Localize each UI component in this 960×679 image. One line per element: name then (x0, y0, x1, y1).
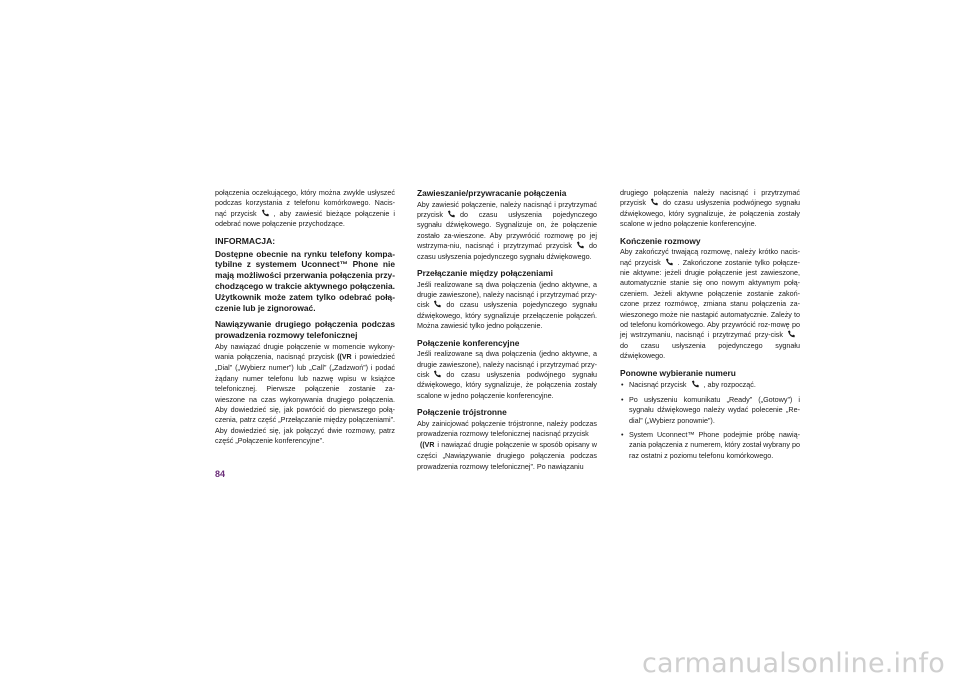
section-heading: Połączenie konferencyjne (417, 337, 520, 348)
section-heading: Nawiązywanie drugiego połączenia podczas prowadzenia rozmowy telefonicznej (215, 319, 395, 340)
section-heading: Ponowne wybieranie numeru (620, 367, 736, 378)
watermark: carmanualsonline.info (642, 648, 945, 679)
note-heading: INFORMACJA: (215, 235, 276, 246)
note-text: Dostępne obecnie na rynku telefony kompa-tybilne z systemem Uconnect™ Phone nie mają możliwości przerwania połączenia przy-chodzącego w trakcie aktywnego połączenia. Użytkownik może zatem tylko odebrać połą-czenie lub je zignorować. (215, 248, 395, 313)
paragraph: drugiego połączenia należy nacisnąć i przytrzymać przycisk do czasu usłyszenia podwójnego sygnału dźwiękowego, który sygnalizuje, że połączenia zostały scalone w jedno połączenie konferencyjne. (620, 188, 800, 229)
section-heading: Kończenie rozmowy (620, 235, 701, 246)
list-item: • System Uconnect™ Phone podejmie próbę nawią-zania połączenia z numerem, który został wybrany po raz ostatni z poziomu telefonu komórkowego. (620, 430, 800, 461)
paragraph: Jeśli realizowane są dwa połączenia (jedno aktywne, a drugie zawieszone), należy nacisnąć i przytrzymać przy-cisk do czasu usłyszenia podwójnego sygnału dźwiękowego, który sygnalizuje, że połączenia zostały scalone w jedno połączenie konferencyjne. (417, 349, 597, 400)
list-item: • Nacisnąć przycisk , aby rozpocząć. (620, 380, 800, 390)
section-heading: Zawieszanie/przywracanie połączenia (417, 188, 567, 198)
phone-icon (787, 330, 796, 338)
voice-recognition-icon: ((VR (420, 441, 435, 449)
paragraph: Aby zawiesić połączenie, należy nacisnąć i przytrzymać przycisk do czasu usłyszenia pojedynczego sygnału dźwiękowego. Sygnalizuje on, że połączenie zostało za-wieszone. Aby przywrócić rozmowę po jej wstrzyma-niu, nacisnąć i przytrzymać przycisk do czasu usłyszenia pojedynczego sygnału dźwiękowego. (417, 199, 597, 261)
paragraph: Aby zakończyć trwającą rozmowę, należy krótko nacis-nąć przycisk . Zakończone zostanie tylko połącze-nie aktywne: jeżeli drugie połączenie jest zawieszone, automatycznie stanie się ono nowym aktywnym połą-czeniem. Jeżeli aktywne połączenie zostanie zakoń-czone przez rozmówcę, zmiana stanu połączenia za-wieszonego może nie nastąpić automatycznie. Zależy to od telefonu komórkowego. Aby przywrócić roz-mowę po jej wstrzymaniu, nacisnąć i przytrzymać przy-cisk do czasu usłyszenia pojedynczego sygnału dźwiękowego. (620, 247, 801, 361)
section-heading: Połączenie trójstronne (417, 407, 507, 418)
column-right (620, 188, 800, 465)
phone-icon (433, 370, 442, 378)
phone-icon (576, 241, 585, 249)
phone-icon (447, 210, 456, 218)
paragraph: Aby zainicjować połączenie trójstronne, należy podczas prowadzenia rozmowy telefonicznej nacisnąć przycisk ((VR i nawiązać drugie połączenie w sposób opisany w części „Nawiązywanie drugiego połączenia podczas prowadzenia rozmowy telefonicznej”. Po nawiązaniu (417, 418, 597, 471)
section-heading: Przełączanie między połączeniami (417, 268, 553, 279)
list-item: • Po usłyszeniu komunikatu „Ready” („Gotowy”) i sygnału dźwiękowego należy wydać polecenie „Re-dial” („Wybierz ponownie”). (620, 395, 800, 426)
page-number: 84 (215, 469, 226, 479)
phone-icon (665, 258, 674, 266)
column-left (215, 188, 395, 450)
phone-icon (650, 198, 659, 206)
phone-icon (691, 380, 700, 388)
paragraph: połączenia oczekującego, który można zwykle usłyszeć podczas korzystania z telefonu komórkowego. Nacis-nąć przycisk , aby zawiesić bieżące połączenie i odebrać nowe połączenie przychodzące. (215, 188, 395, 229)
bullet-list (620, 380, 800, 461)
voice-recognition-icon: ((VR (337, 354, 352, 361)
phone-icon (261, 209, 270, 217)
column-middle (417, 188, 597, 475)
phone-icon (433, 300, 442, 308)
paragraph: Aby nawiązać drugie połączenie w momencie wykony-wania połączenia, nacisnąć przycisk ((VR i powiedzieć „Dial” („Wybierz numer”) lub „Call” („Zadzwoń”) i podać żądany numer telefonu lub nazwę wpisu w książce telefonicznej. Pierwsze połączenie zostanie za-wieszone na czas wykonywania drugiego połączenia. Aby dowiedzieć się, jak powrócić do pierwszego połą-czenia, patrz część „Przełączanie między połączeniami”. Aby dowiedzieć się, jak połączyć dwie rozmowy, patrz część „Połączenie konferencyjne”. (215, 341, 395, 446)
paragraph: Jeśli realizowane są dwa połączenia (jedno aktywne, a drugie zawieszone), należy nacisnąć i przytrzymać przy-cisk do czasu usłyszenia pojedynczego sygnału dźwiękowego, który sygnalizuje przełączenie połączeń. Można zawiesić tylko jedno połączenie. (417, 279, 597, 331)
